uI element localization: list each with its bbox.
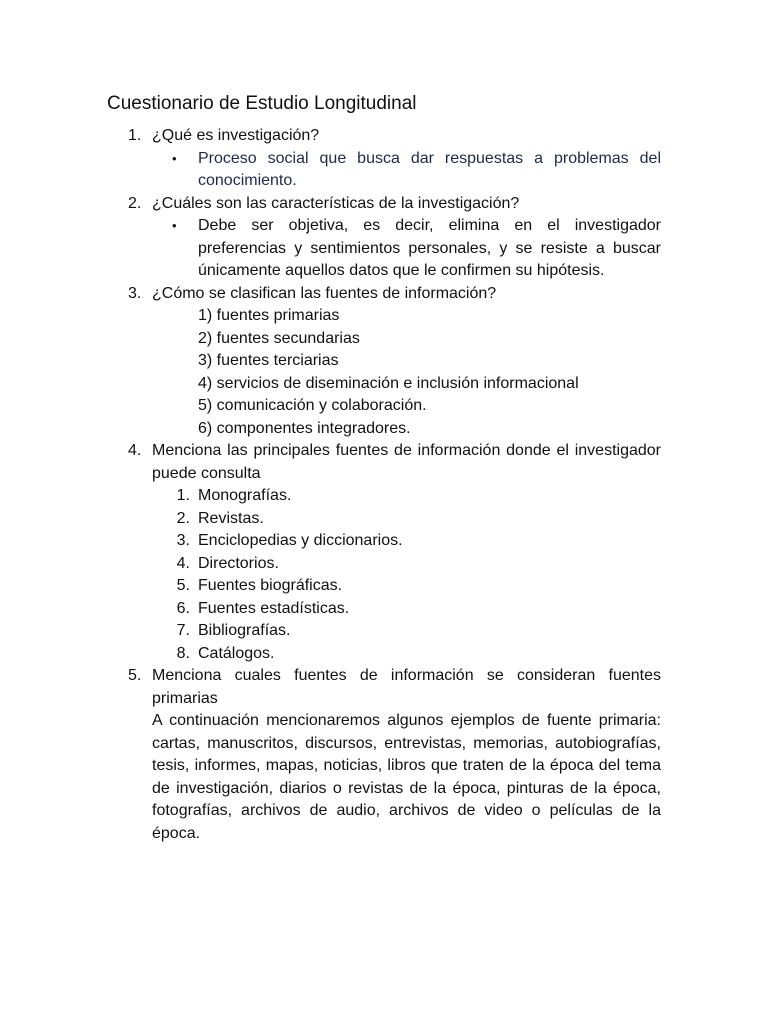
list-item: 3) fuentes terciarias <box>198 352 339 369</box>
list-item <box>174 620 661 643</box>
answer-item <box>172 215 661 283</box>
list-text: Enciclopedias y diccionarios. <box>198 532 403 549</box>
list-item <box>174 598 661 621</box>
list-item <box>174 553 661 576</box>
source-types-list <box>152 305 661 440</box>
questionnaire-list <box>128 125 661 845</box>
list-text: Directorios. <box>198 554 279 572</box>
question-item-4 <box>128 440 661 665</box>
list-number: 8. <box>176 644 190 662</box>
bullet-icon: • <box>172 150 177 166</box>
question-number: 1. <box>128 127 142 144</box>
list-number: 3. <box>176 532 190 549</box>
question-text: ¿Qué es investigación? <box>152 127 320 144</box>
list-text: Catálogos. <box>198 644 275 662</box>
question-text: Menciona las principales fuentes de información donde el investigador puede consulta <box>152 442 661 482</box>
list-number: 7. <box>176 622 190 639</box>
list-number: 1. <box>176 487 190 504</box>
question-item-1 <box>128 125 661 193</box>
list-item <box>174 485 661 508</box>
list-number: 4. <box>176 554 190 572</box>
list-item: 1) fuentes primarias <box>198 307 340 324</box>
list-text: Fuentes estadísticas. <box>198 599 350 617</box>
list-item <box>174 575 661 598</box>
answer-text: Debe ser objetiva, es decir, elimina en el investigador preferencias y sentimientos personales, y se resiste a buscar únicamente aquellos datos que le confirmen su hipótesis. <box>198 217 661 279</box>
question-number: 2. <box>128 194 142 212</box>
question-text: Menciona cuales fuentes de información se consideran fuentes primarias <box>152 667 661 707</box>
question-number: 5. <box>128 667 142 684</box>
list-item: 4) servicios de diseminación e inclusión informacional <box>198 374 579 392</box>
list-item: 6) componentes integradores. <box>198 419 411 437</box>
answer-list <box>152 148 661 193</box>
list-text: Revistas. <box>198 509 264 527</box>
sources-list <box>152 485 661 665</box>
answer-paragraph: A continuación mencionaremos algunos ejemplos de fuente primaria: cartas, manuscritos, discursos, entrevistas, memorias, autobiografías, tesis, informes, mapas, noticias, libros que traten de la época del tema de investigación, diarios o revistas de la época, pinturas de la época, fotografías, archivos de audio, archivos de video o películas de la época. <box>152 712 661 842</box>
answer-text: Proceso social que busca dar respuestas a problemas del conocimiento. <box>198 149 661 189</box>
question-item-3 <box>128 283 661 441</box>
bullet-icon: • <box>172 218 177 233</box>
list-number: 6. <box>176 599 190 617</box>
list-item: 5) comunicación y colaboración. <box>198 397 427 414</box>
list-number: 2. <box>176 509 190 527</box>
list-item <box>174 643 661 666</box>
question-item-2 <box>128 193 661 283</box>
list-item: 2) fuentes secundarias <box>198 329 360 347</box>
list-text: Bibliografías. <box>198 622 291 639</box>
question-text: ¿Cómo se clasifican las fuentes de información? <box>152 284 497 302</box>
question-text: ¿Cuáles son las características de la investigación? <box>152 194 520 212</box>
answer-list <box>152 215 661 283</box>
list-text: Fuentes biográficas. <box>198 577 343 594</box>
list-number: 5. <box>176 577 190 594</box>
list-text: Monografías. <box>198 487 292 504</box>
list-item <box>174 508 661 531</box>
question-number: 3. <box>128 284 142 302</box>
question-number: 4. <box>128 442 142 459</box>
answer-item <box>172 148 661 193</box>
list-item <box>174 530 661 553</box>
document-title: Cuestionario de Estudio Longitudinal <box>107 93 417 114</box>
question-item-5 <box>128 665 661 845</box>
